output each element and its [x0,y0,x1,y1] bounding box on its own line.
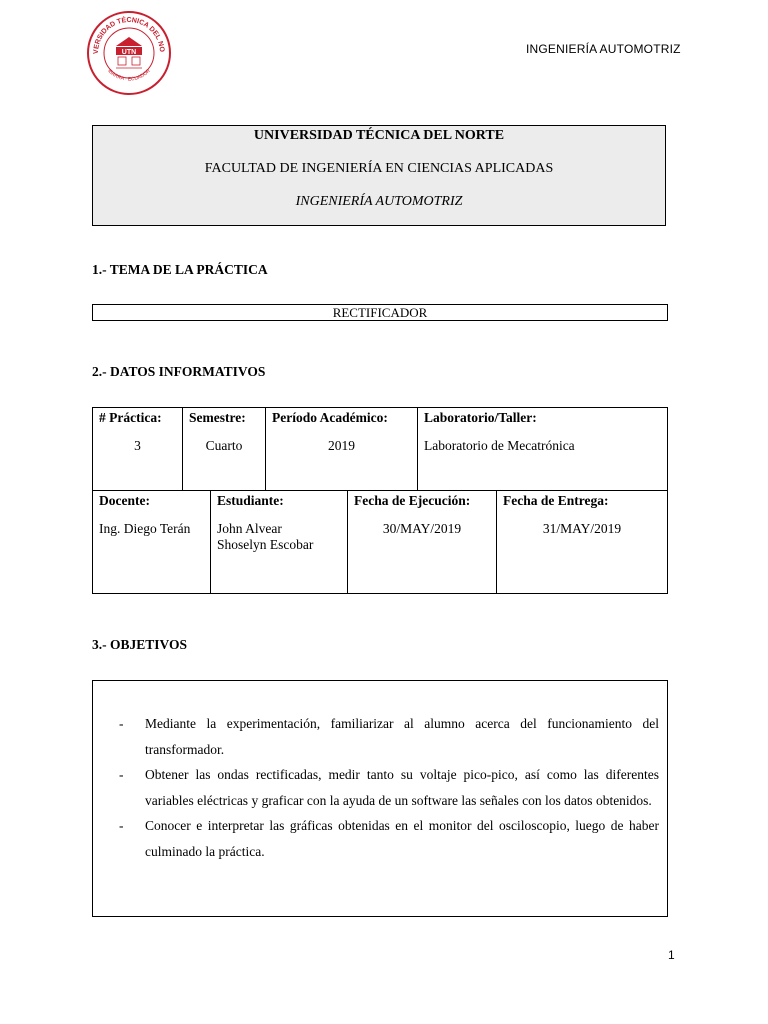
docente-value: Ing. Diego Terán [99,521,191,536]
title-block [92,125,666,226]
header-program: INGENIERÍA AUTOMOTRIZ [526,42,681,56]
objective-item [119,762,659,813]
lab-label: Laboratorio/Taller: [424,410,537,425]
bullet-dash: - [119,767,124,782]
practica-value: 3 [134,438,141,453]
objective-item [119,711,659,762]
objective-item [119,813,659,864]
semestre-label: Semestre: [189,410,246,425]
section1-heading: 1.- TEMA DE LA PRÁCTICA [92,262,268,277]
svg-text:IBARRA · ECUADOR [106,68,152,83]
section2-heading: 2.- DATOS INFORMATIVOS [92,364,266,379]
docente-label: Docente: [99,493,150,508]
entrega-value: 31/MAY/2019 [542,521,622,536]
topic-box: RECTIFICADOR [92,304,668,321]
entrega-cell [497,491,668,594]
logo-initials: UTN [121,49,137,56]
bullet-dash: - [119,716,124,731]
objective-text: Conocer e interpretar las gráficas obtenidas en el monitor del osciloscopio, luego de haber culminado la práctica. [145,818,659,859]
estudiante-name-1: John Alvear [217,521,282,536]
lab-cell [418,408,668,491]
semestre-value: Cuarto [205,438,243,453]
ejecucion-value: 30/MAY/2019 [382,521,462,536]
ejecucion-label: Fecha de Ejecución: [354,493,471,508]
logo-arc-top-text: VERSIDAD TÉCNICA DEL NO [92,17,166,55]
university-seal-icon [86,10,172,96]
periodo-cell [266,408,418,491]
objective-text: Obtener las ondas rectificadas, medir tanto su voltaje pico-pico, así como las diferentes variables eléctricas y graficar con la ayuda de un software las señales con los datos obtenidos. [145,767,659,808]
ejecucion-cell [348,491,497,594]
university-name: UNIVERSIDAD TÉCNICA DEL NORTE [253,128,505,143]
entrega-label: Fecha de Entrega: [503,493,609,508]
estudiante-name-2: Shoselyn Escobar [217,537,314,552]
lab-value: Laboratorio de Mecatrónica [424,438,575,453]
estudiante-label: Estudiante: [217,493,284,508]
estudiante-cell [211,491,348,594]
practica-label: # Práctica: [99,410,162,425]
career-name: INGENIERÍA AUTOMOTRIZ [295,194,463,209]
objectives-list [119,711,659,864]
bullet-dash: - [119,818,124,833]
university-logo [86,10,172,96]
page-number: 1 [668,948,675,962]
objectives-box [92,680,668,917]
periodo-value: 2019 [328,438,355,453]
logo-arc-bottom-text: IBARRA · ECUADOR [106,68,152,83]
objective-text: Mediante la experimentación, familiarizar al alumno acerca del funcionamiento del transformador. [145,716,659,757]
practica-cell [93,408,183,491]
semestre-cell [183,408,266,491]
faculty-name: FACULTAD DE INGENIERÍA EN CIENCIAS APLICADAS [204,161,554,176]
info-table-row2 [92,490,668,594]
section3-heading: 3.- OBJETIVOS [92,637,188,652]
info-table-row1 [92,407,668,491]
docente-cell [93,491,211,594]
periodo-label: Período Académico: [272,410,388,425]
